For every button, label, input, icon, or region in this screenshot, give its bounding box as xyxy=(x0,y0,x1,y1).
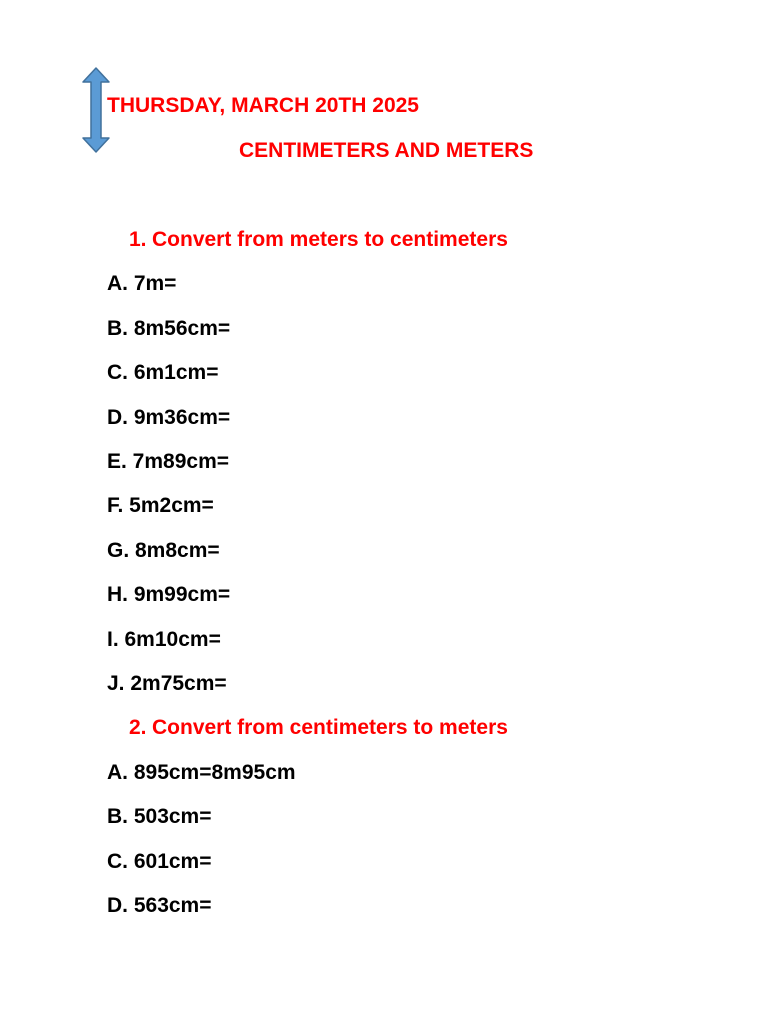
arrow-shape xyxy=(83,68,109,152)
question-1e: E. 7m89cm= xyxy=(107,450,230,473)
section-2-title: Convert from centimeters to meters xyxy=(152,716,508,739)
question-1g: G. 8m8cm= xyxy=(107,539,220,562)
question-1d: D. 9m36cm= xyxy=(107,406,231,429)
question-1c: C. 6m1cm= xyxy=(107,361,219,384)
section-1-title: Convert from meters to centimeters xyxy=(152,228,508,251)
question-2c: C. 601cm= xyxy=(107,850,212,873)
question-1j: J. 2m75cm= xyxy=(107,672,227,695)
question-1b: B. 8m56cm= xyxy=(107,317,231,340)
question-2a: A. 895cm=8m95cm xyxy=(107,761,296,784)
topic-heading: CENTIMETERS AND METERS xyxy=(239,139,534,162)
question-1f: F. 5m2cm= xyxy=(107,494,214,517)
question-1i: I. 6m10cm= xyxy=(107,628,221,651)
question-2d: D. 563cm= xyxy=(107,894,212,917)
date-heading: THURSDAY, MARCH 20TH 2025 xyxy=(107,94,419,117)
section-1-number: 1. xyxy=(129,228,147,251)
question-1a: A. 7m= xyxy=(107,272,177,295)
section-2-number: 2. xyxy=(129,716,147,739)
section-1-heading xyxy=(129,228,508,252)
question-1h: H. 9m99cm= xyxy=(107,583,231,606)
section-2-heading xyxy=(129,716,508,740)
question-2b: B. 503cm= xyxy=(107,805,212,828)
